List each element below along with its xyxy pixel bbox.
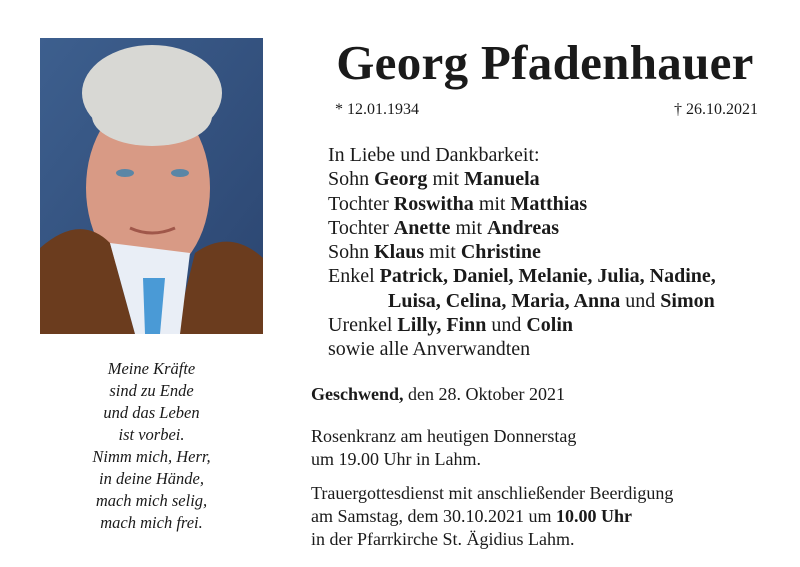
person-name: Roswitha	[393, 192, 474, 215]
birth-date: * 12.01.1934	[335, 101, 419, 118]
relation: Enkel	[328, 265, 380, 288]
family-line	[328, 240, 716, 264]
person-name: Simon	[660, 289, 715, 312]
rosary-line: Rosenkranz am heutigen Donnerstag	[311, 426, 577, 446]
relation: Tochter	[328, 192, 394, 215]
person-name: Andreas	[487, 216, 559, 239]
family-list	[328, 143, 716, 362]
person-name: Colin	[526, 314, 574, 337]
relation: Sohn	[328, 168, 375, 191]
family-line	[328, 289, 716, 313]
conjunction: mit	[427, 168, 465, 191]
family-line	[328, 313, 716, 337]
person-name: Lilly, Finn	[397, 314, 487, 337]
poem-line: sind zu Ende	[109, 381, 194, 400]
funeral-line: in der Pfarrkirche St. Ägidius Lahm.	[311, 529, 575, 549]
funeral-info	[311, 482, 673, 551]
person-name: Georg	[374, 168, 428, 191]
rosary-line: um 19.00 Uhr in Lahm.	[311, 449, 481, 469]
family-line	[328, 167, 716, 191]
person-name: Christine	[460, 241, 541, 264]
place-date	[311, 384, 565, 405]
poem-line: Nimm mich, Herr,	[92, 447, 211, 466]
family-intro: In Liebe und Dankbarkeit:	[328, 144, 540, 166]
person-name: Patrick, Daniel, Melanie, Julia, Nadine,	[379, 265, 716, 288]
death-date: † 26.10.2021	[674, 101, 758, 118]
poem-line: Meine Kräfte	[107, 359, 196, 378]
family-line	[328, 192, 716, 216]
deceased-name: Georg Pfadenhauer	[336, 35, 754, 90]
rosary-info	[311, 425, 576, 471]
conjunction: und	[486, 314, 527, 337]
poem-line: und das Leben	[103, 403, 200, 422]
person-name: Klaus	[374, 241, 425, 264]
person-name: Matthias	[510, 192, 588, 215]
family-outro: sowie alle Anverwandten	[328, 338, 531, 361]
funeral-time: 10.00 Uhr	[555, 506, 632, 526]
funeral-date: am Samstag, dem 30.10.2021 um	[311, 506, 556, 526]
relation: Tochter	[328, 216, 394, 239]
funeral-line: Trauergottesdienst mit anschließender Beerdigung	[311, 483, 674, 503]
funeral-line	[311, 505, 673, 528]
conjunction: mit	[450, 216, 488, 239]
relation: Urenkel	[328, 314, 398, 337]
notice-date: den 28. Oktober 2021	[403, 384, 565, 404]
relation: Sohn	[328, 241, 375, 264]
person-name: Luisa, Celina, Maria, Anna	[388, 289, 621, 312]
conjunction: mit	[424, 241, 461, 264]
conjunction: mit	[473, 192, 511, 215]
poem-line: mach mich selig,	[95, 491, 208, 510]
person-name: Anette	[393, 216, 451, 239]
poem	[40, 358, 263, 534]
portrait-photo	[40, 38, 263, 334]
town: Geschwend,	[311, 384, 404, 404]
poem-line: ist vorbei.	[118, 425, 185, 444]
family-line	[328, 216, 716, 240]
poem-line: mach mich frei.	[100, 513, 203, 532]
poem-line: in deine Hände,	[99, 469, 204, 488]
conjunction: und	[620, 289, 661, 312]
person-name: Manuela	[464, 168, 540, 191]
family-line	[328, 264, 716, 288]
